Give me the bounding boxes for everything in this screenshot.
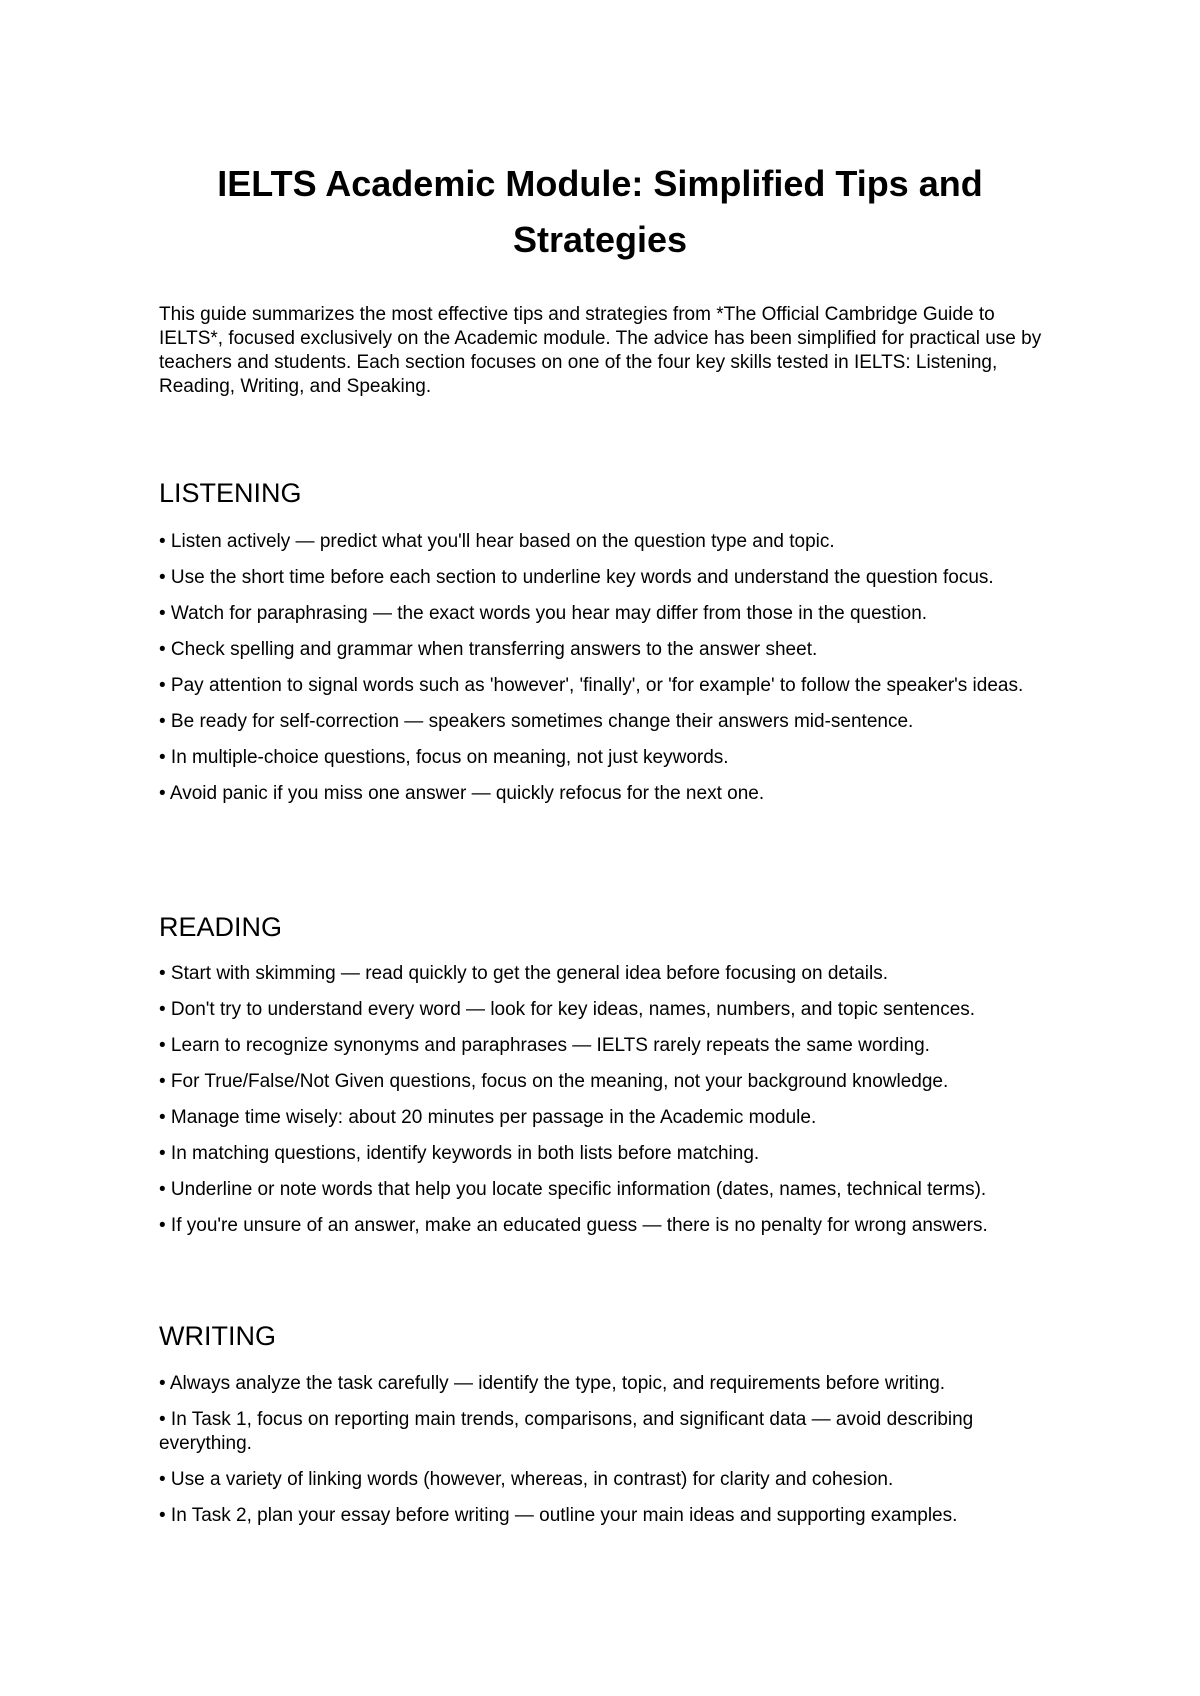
section-heading-listening: LISTENING xyxy=(159,478,302,508)
list-item: • Avoid panic if you miss one answer — quickly refocus for the next one. xyxy=(159,783,765,804)
list-item: • Check spelling and grammar when transferring answers to the answer sheet. xyxy=(159,639,818,660)
list-item: • For True/False/Not Given questions, focus on the meaning, not your background knowledge. xyxy=(159,1071,949,1092)
listening-tips-list xyxy=(159,530,1059,818)
list-item: • In Task 2, plan your essay before writing — outline your main ideas and supporting examples. xyxy=(159,1505,958,1526)
list-item: • Don't try to understand every word — look for key ideas, names, numbers, and topic sentences. xyxy=(159,999,976,1020)
list-item: • Manage time wisely: about 20 minutes per passage in the Academic module. xyxy=(159,1107,817,1128)
list-item: • In Task 1, focus on reporting main trends, comparisons, and significant data — avoid describing everything. xyxy=(159,1409,974,1454)
list-item: • Pay attention to signal words such as 'however', 'finally', or 'for example' to follow the speaker's ideas. xyxy=(159,675,1024,696)
writing-tips-list xyxy=(159,1372,1059,1540)
list-item: • In matching questions, identify keywords in both lists before matching. xyxy=(159,1143,760,1164)
list-item: • Underline or note words that help you locate specific information (dates, names, technical terms). xyxy=(159,1179,987,1200)
list-item: • Learn to recognize synonyms and paraphrases — IELTS rarely repeats the same wording. xyxy=(159,1035,930,1056)
list-item: • Be ready for self-correction — speakers sometimes change their answers mid-sentence. xyxy=(159,711,914,732)
list-item: • Always analyze the task carefully — identify the type, topic, and requirements before writing. xyxy=(159,1373,946,1394)
intro-paragraph: This guide summarizes the most effective tips and strategies from *The Official Cambridge Guide to IELTS*, focused exclusively on the Academic module. The advice has been simplified for practical use by teachers and students. Each section focuses on one of the four key skills tested in IELTS: Listening, Reading, Writing, and Speaking. xyxy=(159,304,1042,397)
list-item: • Listen actively — predict what you'll hear based on the question type and topic. xyxy=(159,531,835,552)
document-title: IELTS Academic Module: Simplified Tips and Strategies xyxy=(217,163,983,260)
list-item: • Watch for paraphrasing — the exact words you hear may differ from those in the question. xyxy=(159,603,928,624)
list-item: • Start with skimming — read quickly to get the general idea before focusing on details. xyxy=(159,963,889,984)
list-item: • Use the short time before each section to underline key words and understand the question focus. xyxy=(159,567,994,588)
list-item: • Use a variety of linking words (however, whereas, in contrast) for clarity and cohesion. xyxy=(159,1469,894,1490)
list-item: • In multiple-choice questions, focus on meaning, not just keywords. xyxy=(159,747,729,768)
section-heading-reading: READING xyxy=(159,912,283,942)
section-heading-writing: WRITING xyxy=(159,1321,276,1351)
list-item: • If you're unsure of an answer, make an educated guess — there is no penalty for wrong answers. xyxy=(159,1215,988,1236)
reading-tips-list xyxy=(159,962,1059,1250)
